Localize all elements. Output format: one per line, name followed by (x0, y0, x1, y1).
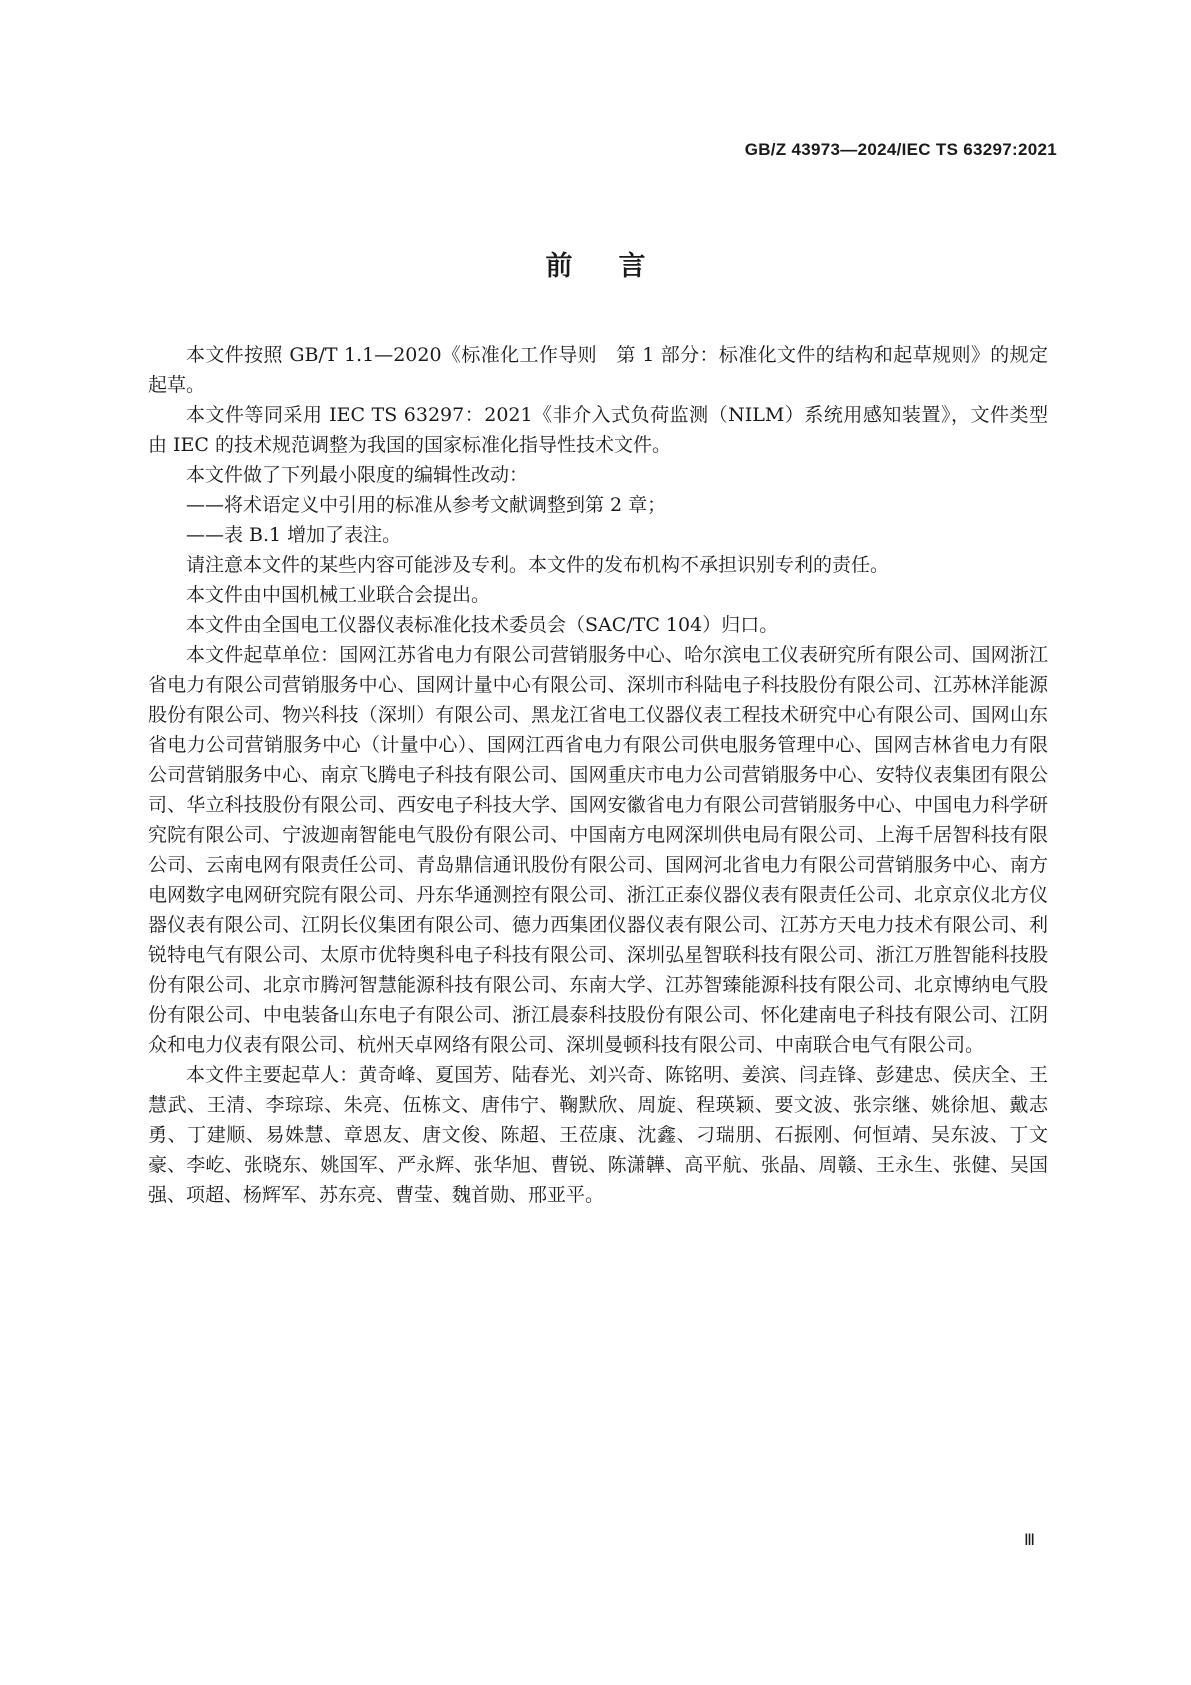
paragraph-proposer: 本文件由中国机械工业联合会提出。 (186, 584, 491, 606)
paragraph-adoption: 本文件等同采用 IEC TS 63297：2021《非介入式负荷监测（NILM）系统用感知装置》，文件类型由 IEC 的技术规范调整为我国的国家标准化指导性技术文件。 (148, 404, 1048, 456)
list-item-change-2: ——表 B.1 增加了表注。 (186, 524, 402, 546)
list-item-change-1: ——将术语定义中引用的标准从参考文献调整到第 2 章； (186, 494, 667, 516)
foreword-body (148, 340, 1048, 1210)
paragraph-committee: 本文件由全国电工仪器仪表标准化技术委员会（SAC/TC 104）归口。 (186, 614, 779, 636)
page-title: 前言 (545, 251, 692, 282)
standard-number: GB/Z 43973—2024/IEC TS 63297:2021 (744, 140, 1057, 159)
paragraph-editorial-changes: 本文件做了下列最小限度的编辑性改动： (186, 464, 529, 486)
paragraph-drafting-units: 本文件起草单位：国网江苏省电力有限公司营销服务中心、哈尔滨电工仪表研究所有限公司、国网浙江省电力有限公司营销服务中心、国网计量中心有限公司、深圳市科陆电子科技股份有限公司、江苏林洋能源股份有限公司、物兴科技（深圳）有限公司、黑龙江省电工仪器仪表工程技术研究中心有限公司、国网山东省电力公司营销服务中心（计量中心）、国网江西省电力有限公司供电服务管理中心、国网吉林省电力有限公司营销服务中心、南京飞腾电子科技有限公司、国网重庆市电力公司营销服务中心、安特仪表集团有限公司、华立科技股份有限公司、西安电子科技大学、国网安徽省电力有限公司营销服务中心、中国电力科学研究院有限公司、宁波迦南智能电气股份有限公司、中国南方电网深圳供电局有限公司、上海千居智科技有限公司、云南电网有限责任公司、青岛鼎信通讯股份有限公司、国网河北省电力有限公司营销服务中心、南方电网数字电网研究院有限公司、丹东华通测控有限公司、浙江正泰仪器仪表有限责任公司、北京京仪北方仪器仪表有限公司、江阴长仪集团有限公司、德力西集团仪器仪表有限公司、江苏方天电力技术有限公司、利锐特电气有限公司、太原市优特奥科电子科技有限公司、深圳弘星智联科技有限公司、浙江万胜智能科技股份有限公司、北京市腾河智慧能源科技有限公司、东南大学、江苏智臻能源科技有限公司、北京博纳电气股份有限公司、中电装备山东电子有限公司、浙江晨泰科技股份有限公司、怀化建南电子科技有限公司、江阴众和电力仪表有限公司、杭州天卓网络有限公司、深圳曼顿科技有限公司、中南联合电气有限公司。 (148, 644, 1048, 1056)
paragraph-drafting-rules: 本文件按照 GB/T 1.1—2020《标准化工作导则 第 1 部分：标准化文件的结构和起草规则》的规定起草。 (148, 344, 1048, 396)
paragraph-patent-notice: 请注意本文件的某些内容可能涉及专利。本文件的发布机构不承担识别专利的责任。 (186, 554, 890, 576)
page-number: Ⅲ (1023, 1532, 1035, 1549)
paragraph-drafters: 本文件主要起草人：黄奇峰、夏国芳、陆春光、刘兴奇、陈铭明、姜滨、闫垚锋、彭建忠、侯庆全、王慧武、王清、李琮琮、朱亮、伍栋文、唐伟宁、鞠默欣、周旋、程瑛颖、要文波、张宗继、姚徐旭、戴志勇、丁建顺、易姝慧、章恩友、唐文俊、陈超、王莅康、沈鑫、刁瑞朋、石振刚、何恒靖、吴东波、丁文豪、李屹、张晓东、姚国军、严永辉、张华旭、曹锐、陈潇韡、高平航、张晶、周赣、王永生、张健、吴国强、项超、杨辉军、苏东亮、曹莹、魏首勋、邢亚平。 (148, 1064, 1048, 1206)
